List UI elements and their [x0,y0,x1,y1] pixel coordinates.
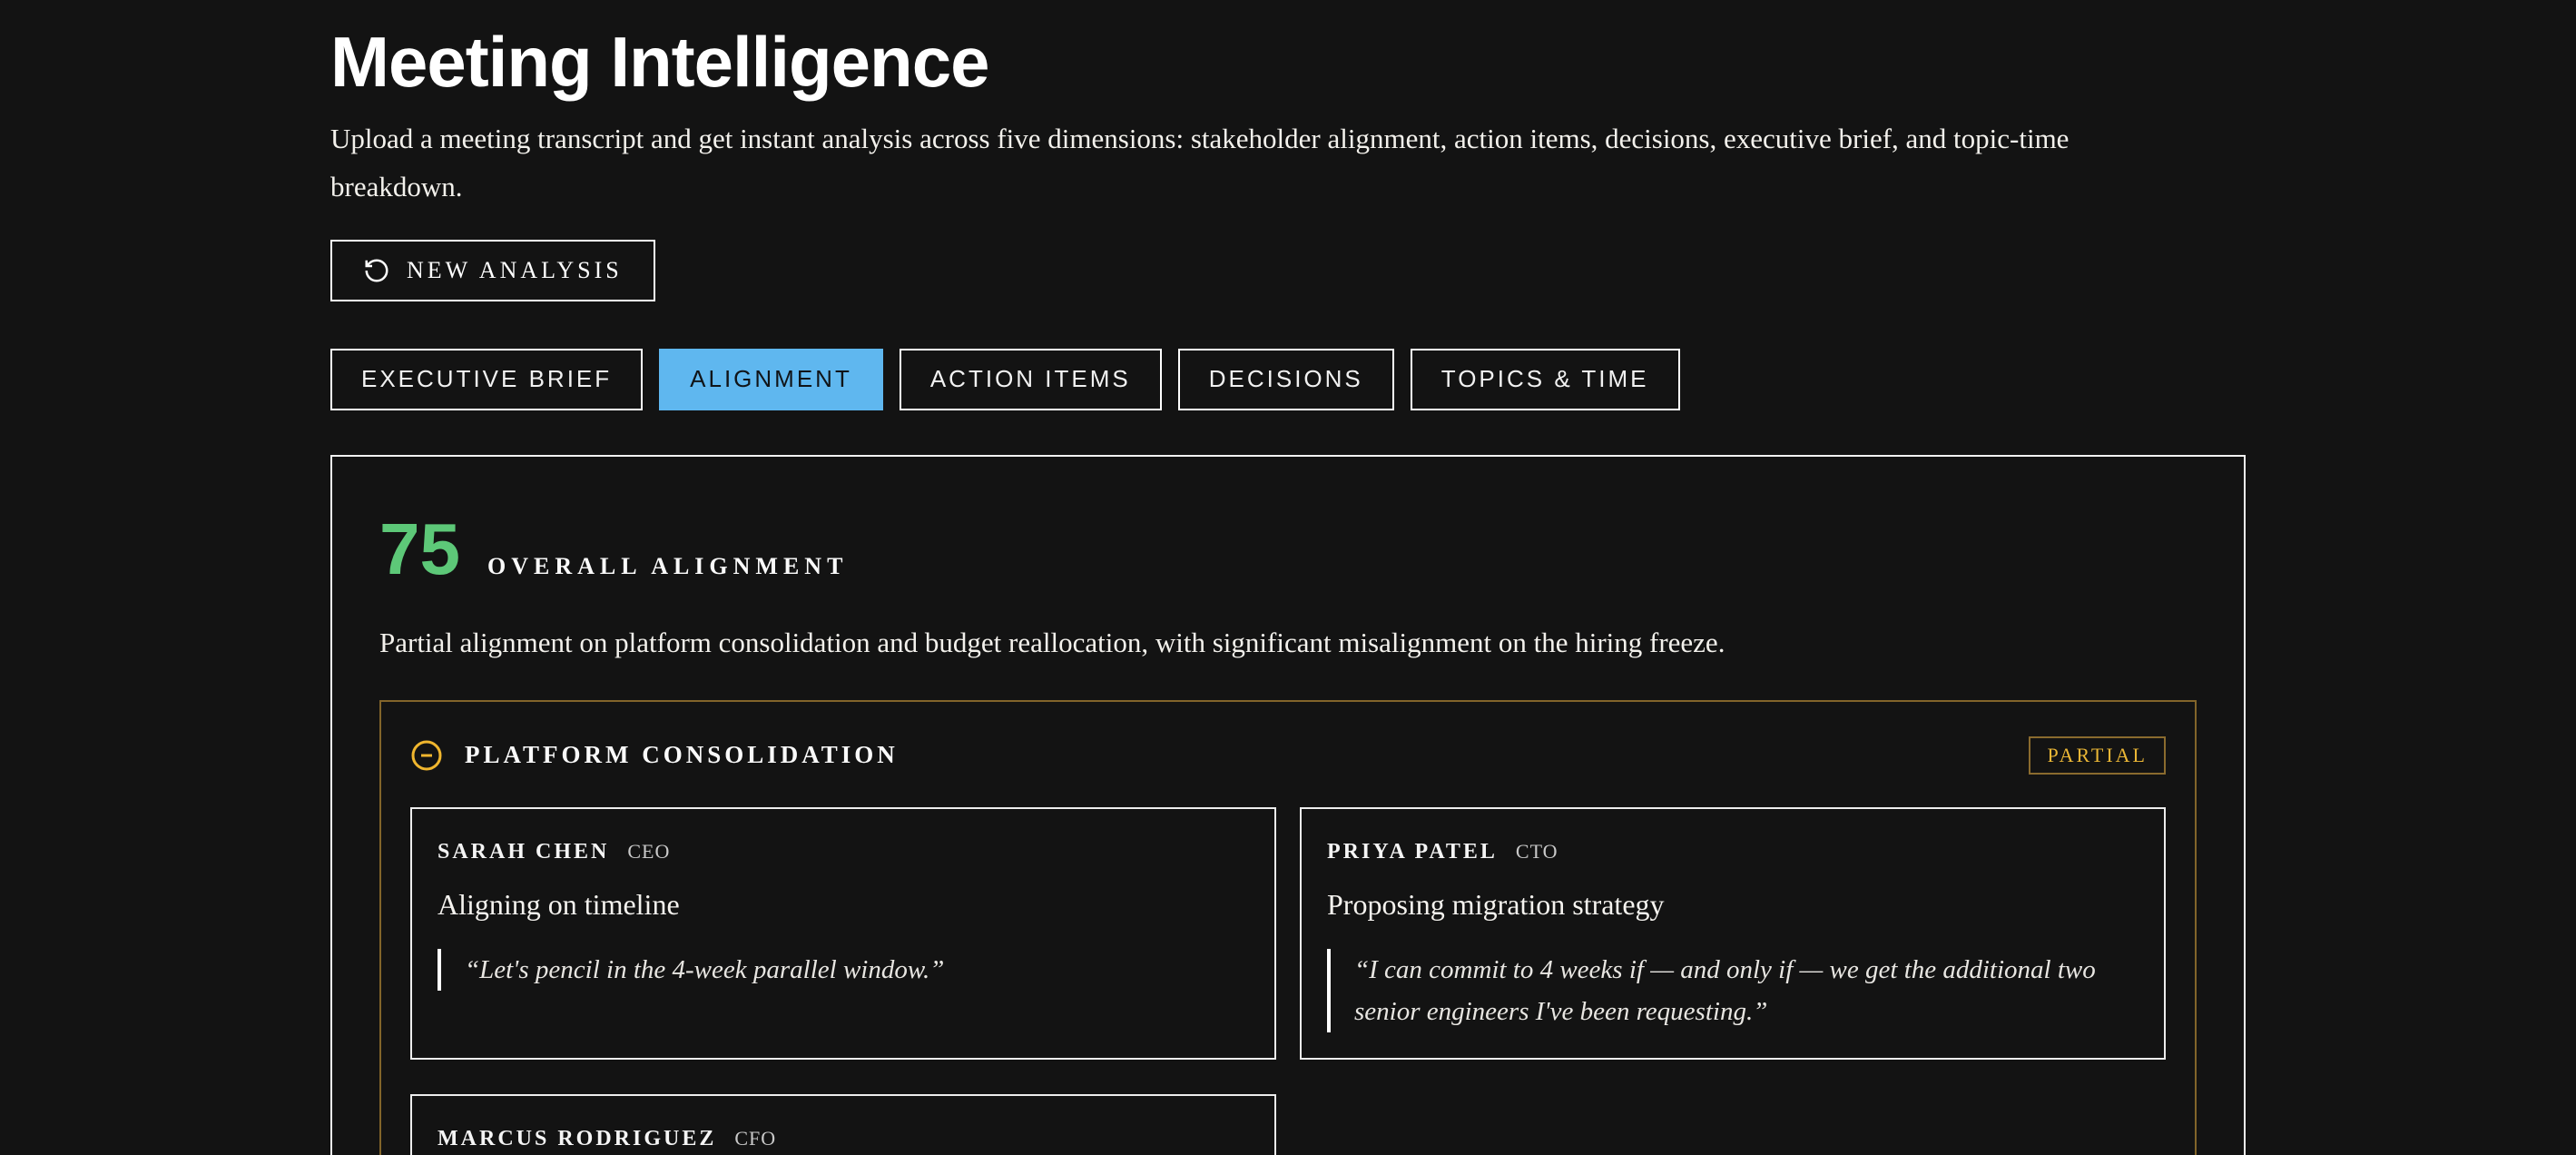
stakeholder-quote: “I can commit to 4 weeks if — and only if — we get the additional two senior engineers I've been requesting.” [1327,949,2138,1032]
tab-executive-brief[interactable]: EXECUTIVE BRIEF [330,349,643,410]
topic-title: PLATFORM CONSOLIDATION [465,741,899,769]
stakeholder-card [1300,807,2166,1060]
alignment-panel [330,455,2246,1155]
page-subtitle: Upload a meeting transcript and get instant analysis across five dimensions: stakeholder alignment, action items, decisions, executive brief, and topic-time breakdown. [330,122,2070,202]
stakeholder-identity [1327,840,2138,864]
stakeholder-stance: Proposing migration strategy [1327,887,1665,921]
overall-score-row [379,508,2197,589]
stakeholder-role: CEO [627,839,671,863]
overall-score-label: OVERALL ALIGNMENT [487,552,849,579]
stakeholder-identity [438,840,1249,864]
stakeholder-card [410,807,1276,1060]
alignment-summary: Partial alignment on platform consolidation and budget reallocation, with significant misalignment on the hiring freeze. [379,626,1726,658]
stakeholder-grid [410,807,2166,1155]
stakeholder-name: SARAH CHEN [438,839,610,864]
new-analysis-label: NEW ANALYSIS [407,256,623,283]
stakeholder-card [410,1094,1276,1155]
page-title: Meeting Intelligence [330,22,989,102]
stakeholder-name: PRIYA PATEL [1327,839,1498,864]
topic-section [379,700,2197,1155]
stakeholder-stance: Aligning on timeline [438,887,680,921]
stakeholder-role: CTO [1515,839,1558,863]
tab-bar [330,349,2246,410]
stakeholder-identity [438,1127,1249,1151]
status-badge: PARTIAL [2029,736,2166,775]
stakeholder-name: MARCUS RODRIGUEZ [438,1126,717,1150]
new-analysis-button[interactable] [330,240,655,301]
content-column [330,0,2246,1155]
tab-action-items[interactable]: ACTION ITEMS [900,349,1162,410]
refresh-icon [363,257,390,284]
stakeholder-quote: “Let's pencil in the 4-week parallel window.” [438,949,1249,991]
overall-score: 75 [379,508,460,589]
topic-header[interactable] [410,736,2166,775]
minus-circle-icon[interactable] [410,739,443,772]
tab-topics-time[interactable]: TOPICS & TIME [1411,349,1680,410]
tab-decisions[interactable]: DECISIONS [1178,349,1394,410]
stakeholder-role: CFO [734,1126,777,1150]
tab-alignment[interactable]: ALIGNMENT [659,349,883,410]
